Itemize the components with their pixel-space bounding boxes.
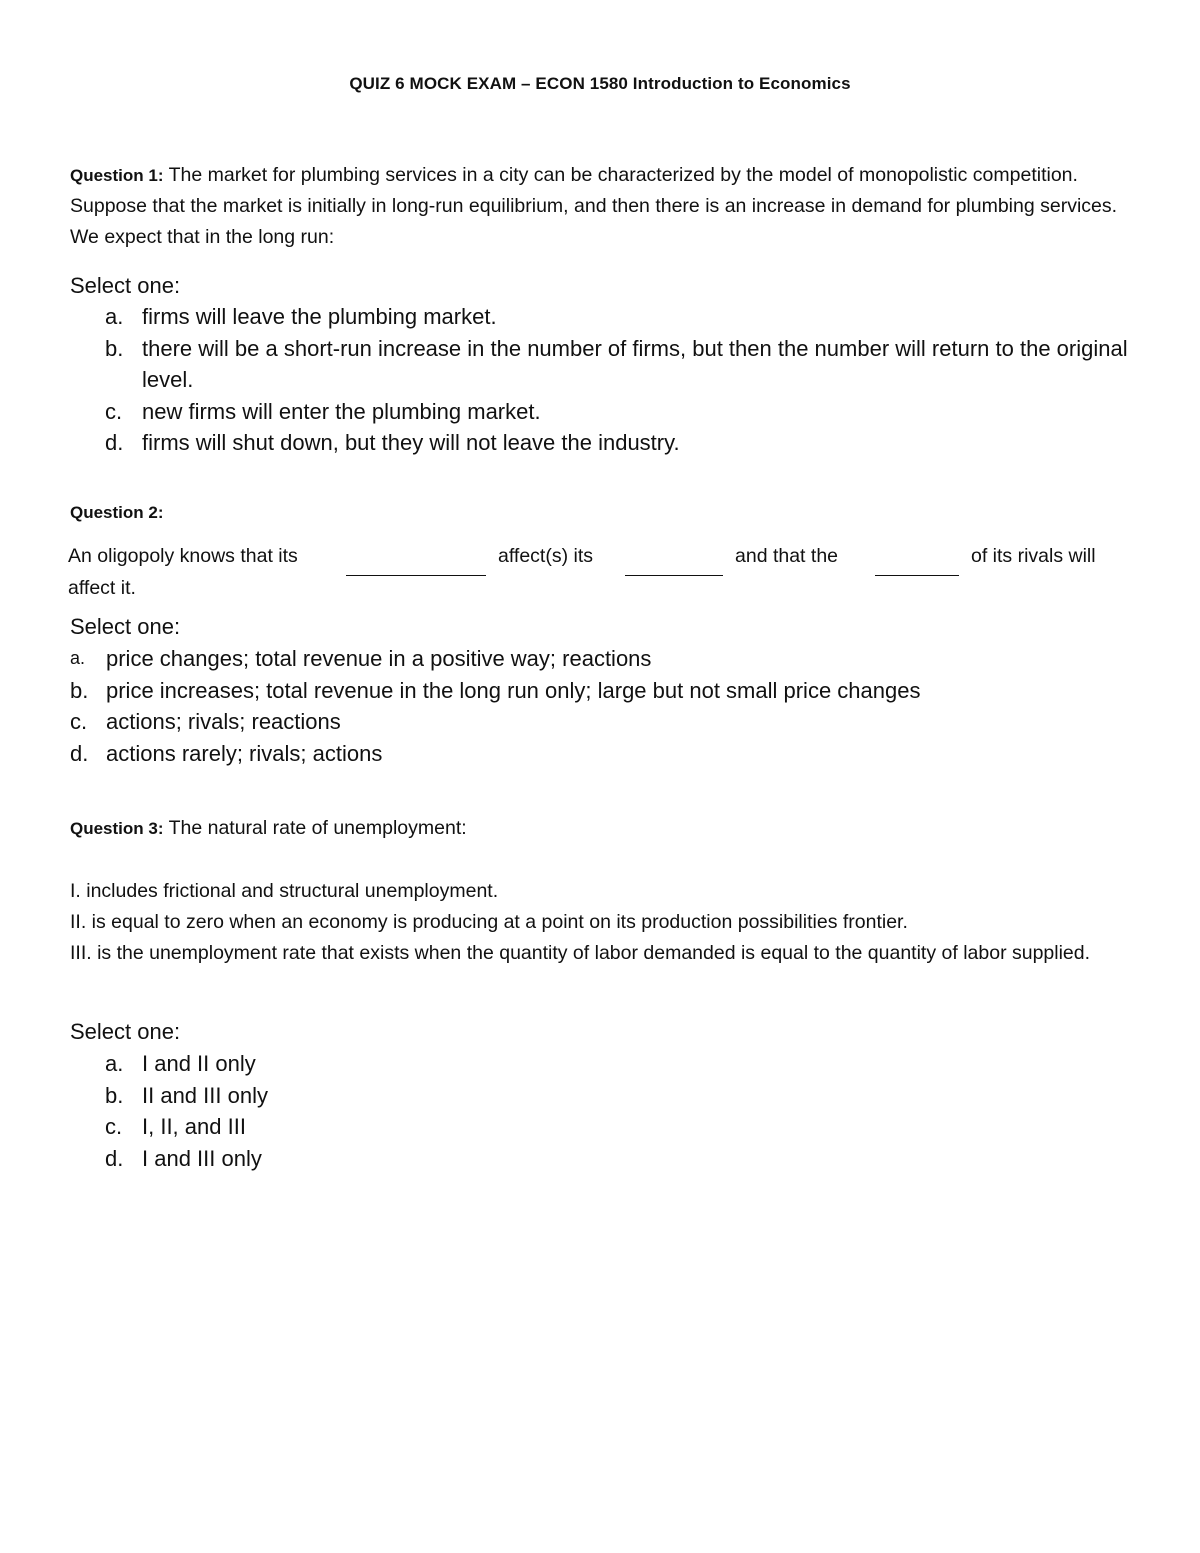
statement-2: II. is equal to zero when an economy is producing at a point on its production possibilities frontier.	[70, 911, 908, 933]
statement-3: III. is the unemployment rate that exists when the quantity of labor demanded is equal to the quantity of labor supplied.	[70, 942, 1091, 964]
question-2-label: Question 2:	[70, 503, 164, 522]
option-letter: b.	[70, 677, 89, 703]
option-text: new firms will enter the plumbing market.	[142, 398, 541, 424]
option-text: actions rarely; rivals; actions	[106, 740, 383, 766]
option-item	[105, 396, 1165, 428]
question-1-text: The market for plumbing services in a city can be characterized by the model of monopolistic competition. Suppose that the market is initially in long-run equilibrium, and then there is an increase in demand for plumbing services. We expect that in the long run:	[70, 164, 1118, 248]
option-text: actions; rivals; reactions	[106, 709, 341, 734]
option-letter: a.	[70, 648, 86, 668]
question-3-label: Question 3:	[70, 819, 164, 838]
page-title: QUIZ 6 MOCK EXAM – ECON 1580 Introduction to Economics	[349, 74, 851, 93]
question-1-select-label: Select one:	[70, 273, 181, 298]
option-letter: b.	[105, 335, 124, 361]
option-item	[70, 643, 1130, 675]
option-text: price increases; total revenue in the long run only; large but not small price changes	[106, 677, 921, 703]
question-3-text: The natural rate of unemployment:	[163, 817, 467, 839]
option-text: firms will shut down, but they will not leave the industry.	[142, 430, 680, 455]
question-1-label: Question 1:	[70, 166, 164, 185]
option-letter: a.	[105, 304, 124, 329]
fill-blank-2	[625, 575, 723, 576]
question-2-options	[70, 643, 1130, 769]
option-text: price changes; total revenue in a positive way; reactions	[106, 646, 652, 671]
option-item	[70, 706, 1130, 738]
option-letter: c.	[105, 1114, 123, 1139]
option-item	[105, 1111, 1165, 1143]
option-letter: c.	[70, 709, 88, 734]
question-3-statements	[70, 876, 1130, 969]
fill-text-4: of its rivals will	[971, 545, 1096, 567]
question-3-options	[105, 1048, 1165, 1174]
option-item	[105, 333, 1165, 396]
question-1-options	[105, 301, 1165, 459]
statement-1: I. includes frictional and structural unemployment.	[70, 880, 499, 902]
option-item	[105, 1048, 1165, 1080]
option-item	[105, 301, 1165, 333]
option-letter: d.	[105, 1145, 124, 1171]
option-letter: a.	[105, 1051, 124, 1076]
fill-text-1: An oligopoly knows that its	[68, 545, 298, 567]
option-letter: d.	[70, 740, 89, 766]
option-text: I and III only	[142, 1145, 262, 1171]
fill-blank-1	[346, 575, 486, 576]
option-text: I, II, and III	[142, 1114, 246, 1139]
fill-text-2: affect(s) its	[498, 545, 593, 567]
fill-blank-3	[875, 575, 959, 576]
option-text: there will be a short-run increase in the number of firms, but then the number will return to the original level.	[142, 335, 1128, 392]
option-item	[70, 738, 1130, 770]
fill-text-5: affect it.	[68, 577, 136, 599]
option-item	[105, 427, 1165, 459]
fill-text-3: and that the	[735, 545, 839, 567]
question-1	[70, 160, 1130, 253]
option-item	[105, 1143, 1165, 1175]
question-3	[70, 813, 1130, 844]
question-2	[70, 497, 1130, 528]
option-text: I and II only	[142, 1051, 256, 1076]
option-letter: c.	[105, 398, 123, 424]
option-letter: d.	[105, 430, 124, 455]
option-text: firms will leave the plumbing market.	[142, 304, 497, 329]
option-item	[105, 1080, 1165, 1112]
option-text: II and III only	[142, 1082, 268, 1108]
option-item	[70, 675, 1130, 707]
question-3-select-label: Select one:	[70, 1019, 181, 1044]
option-letter: b.	[105, 1082, 124, 1108]
question-2-select-label: Select one:	[70, 614, 181, 639]
